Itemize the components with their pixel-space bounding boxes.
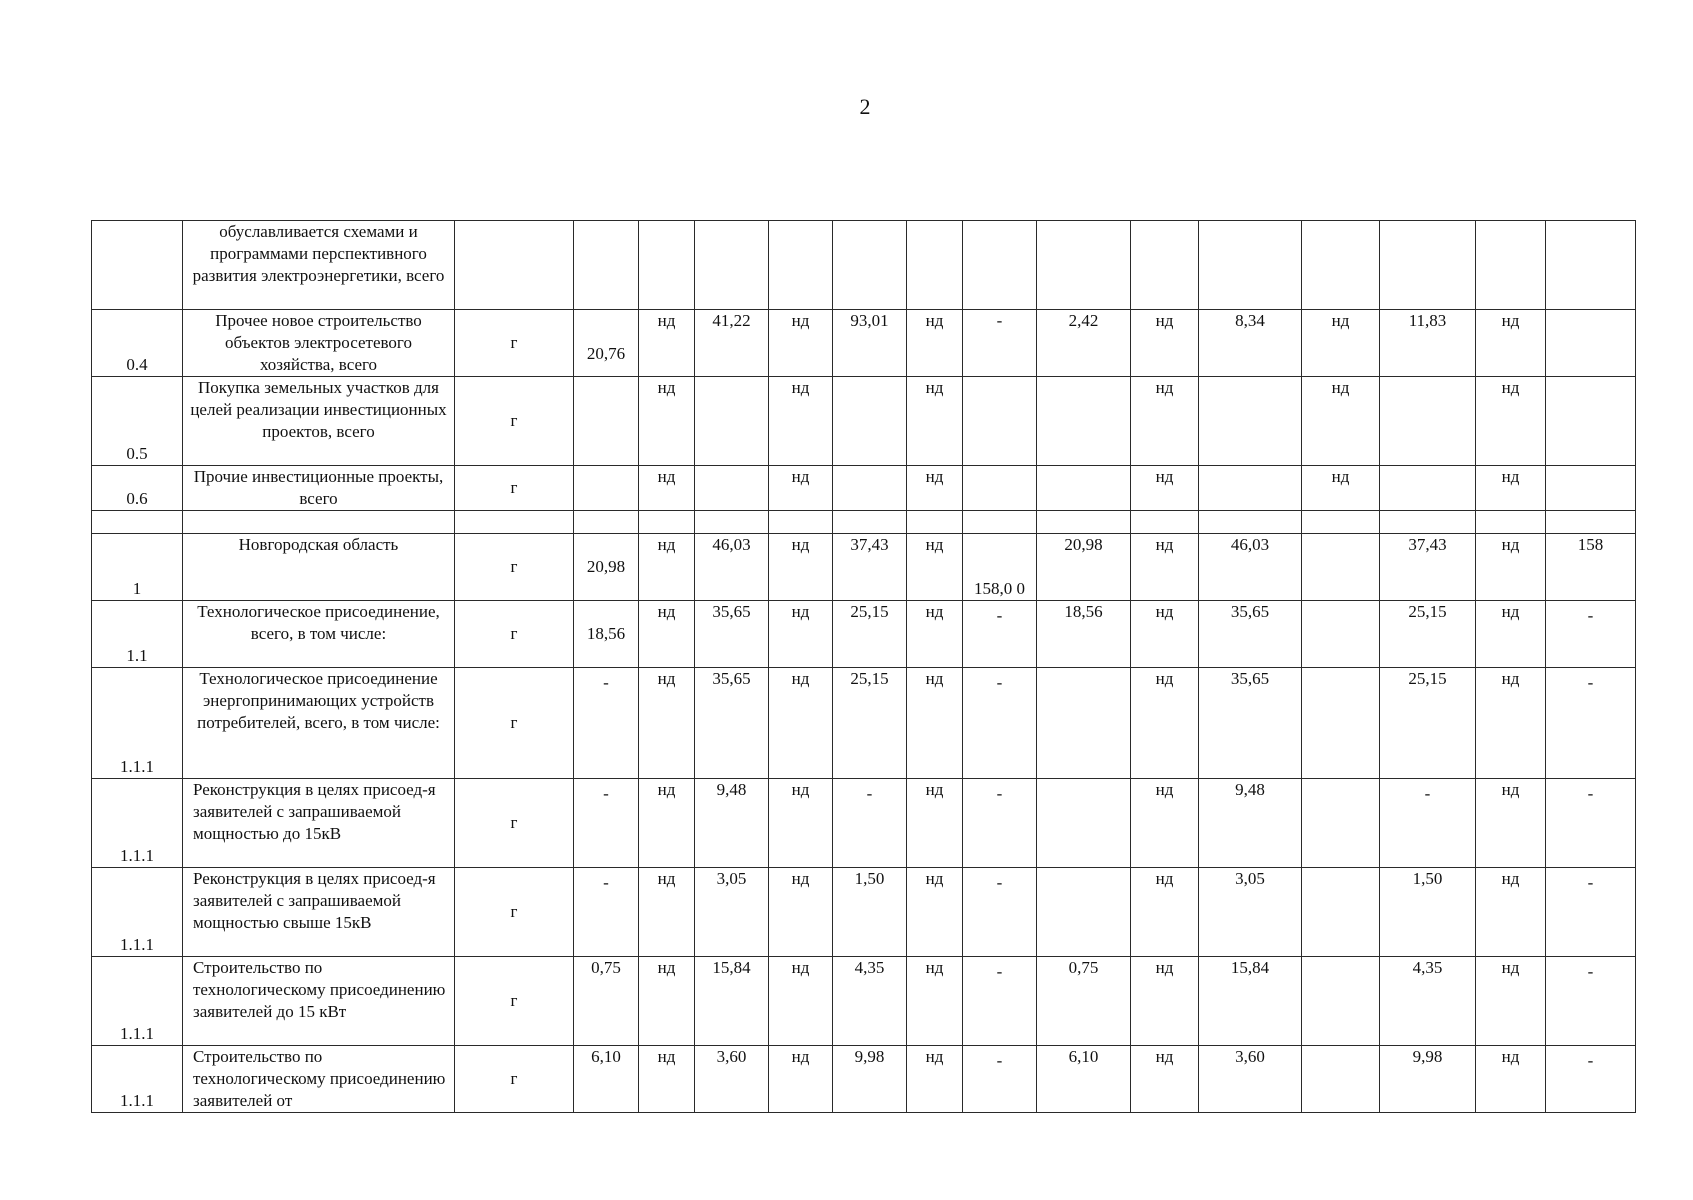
value-cell: -	[1546, 957, 1636, 1046]
value-cell	[1302, 1046, 1380, 1113]
row-name: Прочие инвестиционные проекты, всего	[183, 466, 455, 511]
value-cell: 3,05	[1199, 868, 1302, 957]
empty-cell	[1476, 511, 1546, 534]
value-cell: нд	[769, 779, 833, 868]
value-cell	[1302, 534, 1380, 601]
row-code: 1.1	[92, 601, 183, 668]
value-cell: 0,75	[574, 957, 639, 1046]
value-cell: 9,98	[1380, 1046, 1476, 1113]
value-cell: 37,43	[833, 534, 907, 601]
value-cell: нд	[639, 310, 695, 377]
page-number: 2	[859, 94, 871, 119]
row-name: Реконструкция в целях присоед-я заявителей с запрашиваемой мощностью до 15кВ	[183, 779, 455, 868]
value-cell: нд	[769, 601, 833, 668]
value-cell	[1476, 221, 1546, 310]
value-cell	[1131, 221, 1199, 310]
value-cell: нд	[1302, 377, 1380, 466]
value-cell: 0,75	[1037, 957, 1131, 1046]
value-cell: нд	[1131, 377, 1199, 466]
value-cell	[695, 377, 769, 466]
value-cell	[1199, 466, 1302, 511]
value-cell: нд	[639, 601, 695, 668]
table-row-empty	[92, 511, 1636, 534]
value-cell: нд	[907, 377, 963, 466]
value-cell: 158,0 0	[963, 534, 1037, 601]
row-unit: г	[455, 534, 574, 601]
value-cell	[1037, 221, 1131, 310]
table-row	[92, 1046, 1636, 1113]
value-cell	[1199, 377, 1302, 466]
row-unit: г	[455, 377, 574, 466]
value-cell: нд	[907, 868, 963, 957]
table-row	[92, 601, 1636, 668]
value-cell: 25,15	[1380, 668, 1476, 779]
row-unit: г	[455, 1046, 574, 1113]
value-cell: 158	[1546, 534, 1636, 601]
empty-cell	[455, 511, 574, 534]
value-cell	[1546, 310, 1636, 377]
value-cell: 35,65	[695, 601, 769, 668]
table-row	[92, 377, 1636, 466]
value-cell	[1380, 466, 1476, 511]
value-cell	[1037, 466, 1131, 511]
empty-cell	[1037, 511, 1131, 534]
value-cell: -	[833, 779, 907, 868]
empty-cell	[574, 511, 639, 534]
value-cell: нд	[907, 601, 963, 668]
row-code: 0.4	[92, 310, 183, 377]
value-cell: 20,98	[574, 534, 639, 601]
empty-cell	[907, 511, 963, 534]
value-cell: -	[963, 601, 1037, 668]
row-code: 1.1.1	[92, 668, 183, 779]
value-cell: 9,48	[1199, 779, 1302, 868]
table-row	[92, 668, 1636, 779]
value-cell: нд	[1476, 310, 1546, 377]
value-cell: -	[963, 957, 1037, 1046]
value-cell: нд	[1476, 466, 1546, 511]
empty-cell	[963, 511, 1037, 534]
row-unit: г	[455, 668, 574, 779]
value-cell: -	[574, 668, 639, 779]
value-cell	[1037, 779, 1131, 868]
row-code: 0.5	[92, 377, 183, 466]
row-code	[92, 221, 183, 310]
value-cell: нд	[907, 466, 963, 511]
row-name: обуславливается схемами и программами перспективного развития электроэнергетики, всего	[183, 221, 455, 310]
row-unit: г	[455, 779, 574, 868]
value-cell: 15,84	[695, 957, 769, 1046]
row-unit	[455, 221, 574, 310]
value-cell: нд	[769, 310, 833, 377]
row-name: Прочее новое строительство объектов электросетевого хозяйства, всего	[183, 310, 455, 377]
row-unit: г	[455, 601, 574, 668]
value-cell: нд	[1131, 957, 1199, 1046]
empty-cell	[639, 511, 695, 534]
value-cell: 2,42	[1037, 310, 1131, 377]
value-cell	[833, 221, 907, 310]
row-code: 1.1.1	[92, 957, 183, 1046]
empty-cell	[1546, 511, 1636, 534]
value-cell: 20,76	[574, 310, 639, 377]
value-cell	[833, 466, 907, 511]
empty-cell	[695, 511, 769, 534]
value-cell: нд	[639, 668, 695, 779]
value-cell: 15,84	[1199, 957, 1302, 1046]
value-cell: -	[963, 868, 1037, 957]
row-name: Технологическое присоединение, всего, в том числе:	[183, 601, 455, 668]
empty-cell	[183, 511, 455, 534]
value-cell	[1380, 377, 1476, 466]
value-cell: нд	[1131, 466, 1199, 511]
value-cell: -	[963, 779, 1037, 868]
table-row	[92, 957, 1636, 1046]
value-cell: нд	[1476, 779, 1546, 868]
empty-cell	[769, 511, 833, 534]
row-name: Строительство по технологическому присоединению заявителей от	[183, 1046, 455, 1113]
value-cell: 4,35	[833, 957, 907, 1046]
value-cell: нд	[639, 1046, 695, 1113]
value-cell	[1302, 868, 1380, 957]
value-cell: 18,56	[574, 601, 639, 668]
value-cell	[695, 466, 769, 511]
value-cell	[1380, 221, 1476, 310]
value-cell	[1546, 221, 1636, 310]
value-cell	[1546, 377, 1636, 466]
value-cell: 6,10	[574, 1046, 639, 1113]
value-cell	[574, 377, 639, 466]
value-cell: 9,98	[833, 1046, 907, 1113]
value-cell: -	[1546, 779, 1636, 868]
value-cell: нд	[769, 868, 833, 957]
value-cell: 25,15	[833, 601, 907, 668]
row-unit: г	[455, 957, 574, 1046]
value-cell: нд	[769, 377, 833, 466]
value-cell	[1546, 466, 1636, 511]
investment-table	[91, 220, 1636, 1113]
value-cell: нд	[1302, 466, 1380, 511]
value-cell: 25,15	[1380, 601, 1476, 668]
table-row	[92, 868, 1636, 957]
value-cell: нд	[1131, 534, 1199, 601]
value-cell: 4,35	[1380, 957, 1476, 1046]
value-cell: нд	[907, 957, 963, 1046]
value-cell: нд	[769, 466, 833, 511]
empty-cell	[1380, 511, 1476, 534]
value-cell	[907, 221, 963, 310]
value-cell: нд	[1131, 668, 1199, 779]
value-cell	[1302, 221, 1380, 310]
value-cell: 20,98	[1037, 534, 1131, 601]
value-cell: нд	[639, 534, 695, 601]
value-cell: нд	[1476, 957, 1546, 1046]
value-cell: 46,03	[695, 534, 769, 601]
value-cell: -	[963, 668, 1037, 779]
value-cell	[1199, 221, 1302, 310]
empty-cell	[1199, 511, 1302, 534]
value-cell: 1,50	[1380, 868, 1476, 957]
table-row	[92, 310, 1636, 377]
table-row	[92, 779, 1636, 868]
row-name: Покупка земельных участков для целей реализации инвестиционных проектов, всего	[183, 377, 455, 466]
value-cell: -	[574, 779, 639, 868]
value-cell	[769, 221, 833, 310]
value-cell: нд	[769, 1046, 833, 1113]
value-cell	[695, 221, 769, 310]
value-cell: нд	[1476, 668, 1546, 779]
value-cell: нд	[1476, 601, 1546, 668]
value-cell: нд	[907, 1046, 963, 1113]
value-cell: -	[1546, 868, 1636, 957]
value-cell: 6,10	[1037, 1046, 1131, 1113]
value-cell: 9,48	[695, 779, 769, 868]
value-cell	[1302, 668, 1380, 779]
value-cell	[963, 377, 1037, 466]
value-cell: нд	[1476, 534, 1546, 601]
value-cell: нд	[1131, 868, 1199, 957]
empty-cell	[1302, 511, 1380, 534]
value-cell	[1037, 377, 1131, 466]
value-cell	[1037, 868, 1131, 957]
value-cell: нд	[769, 668, 833, 779]
value-cell	[574, 466, 639, 511]
value-cell	[639, 221, 695, 310]
row-name: Технологическое присоединение энергопринимающих устройств потребителей, всего, в том числе:	[183, 668, 455, 779]
row-code: 1.1.1	[92, 868, 183, 957]
row-code: 1	[92, 534, 183, 601]
value-cell: нд	[1476, 1046, 1546, 1113]
table-row	[92, 221, 1636, 310]
value-cell: нд	[639, 779, 695, 868]
row-code: 1.1.1	[92, 1046, 183, 1113]
value-cell	[833, 377, 907, 466]
value-cell: 3,05	[695, 868, 769, 957]
value-cell: нд	[1131, 601, 1199, 668]
value-cell: 41,22	[695, 310, 769, 377]
empty-cell	[92, 511, 183, 534]
value-cell: 25,15	[833, 668, 907, 779]
value-cell: нд	[769, 957, 833, 1046]
table-row	[92, 534, 1636, 601]
value-cell: нд	[639, 868, 695, 957]
value-cell: 35,65	[1199, 668, 1302, 779]
value-cell: нд	[907, 534, 963, 601]
row-name: Строительство по технологическому присоединению заявителей до 15 кВт	[183, 957, 455, 1046]
value-cell: нд	[1476, 377, 1546, 466]
value-cell	[1302, 779, 1380, 868]
value-cell: нд	[639, 377, 695, 466]
empty-cell	[833, 511, 907, 534]
row-code: 1.1.1	[92, 779, 183, 868]
value-cell: 11,83	[1380, 310, 1476, 377]
value-cell: нд	[769, 534, 833, 601]
row-unit: г	[455, 466, 574, 511]
value-cell: нд	[1131, 1046, 1199, 1113]
value-cell: нд	[907, 668, 963, 779]
value-cell: -	[963, 1046, 1037, 1113]
value-cell: 37,43	[1380, 534, 1476, 601]
value-cell: нд	[639, 466, 695, 511]
value-cell: 8,34	[1199, 310, 1302, 377]
value-cell: 46,03	[1199, 534, 1302, 601]
value-cell: 3,60	[695, 1046, 769, 1113]
value-cell: нд	[907, 310, 963, 377]
value-cell: нд	[907, 779, 963, 868]
value-cell: нд	[1302, 310, 1380, 377]
row-name: Новгородская область	[183, 534, 455, 601]
row-name: Реконструкция в целях присоед-я заявителей с запрашиваемой мощностью свыше 15кВ	[183, 868, 455, 957]
empty-cell	[1131, 511, 1199, 534]
value-cell	[1302, 957, 1380, 1046]
value-cell: нд	[639, 957, 695, 1046]
value-cell: нд	[1131, 310, 1199, 377]
value-cell: 3,60	[1199, 1046, 1302, 1113]
row-unit: г	[455, 310, 574, 377]
table-row	[92, 466, 1636, 511]
value-cell: -	[1546, 1046, 1636, 1113]
value-cell: 18,56	[1037, 601, 1131, 668]
row-unit: г	[455, 868, 574, 957]
value-cell: -	[1546, 601, 1636, 668]
value-cell: -	[1546, 668, 1636, 779]
value-cell	[1037, 668, 1131, 779]
value-cell	[963, 221, 1037, 310]
value-cell: нд	[1131, 779, 1199, 868]
row-code: 0.6	[92, 466, 183, 511]
value-cell: -	[574, 868, 639, 957]
value-cell: 35,65	[695, 668, 769, 779]
value-cell: -	[1380, 779, 1476, 868]
value-cell	[963, 466, 1037, 511]
value-cell	[1302, 601, 1380, 668]
value-cell: 93,01	[833, 310, 907, 377]
value-cell: 1,50	[833, 868, 907, 957]
value-cell: -	[963, 310, 1037, 377]
value-cell: 35,65	[1199, 601, 1302, 668]
value-cell	[574, 221, 639, 310]
value-cell: нд	[1476, 868, 1546, 957]
